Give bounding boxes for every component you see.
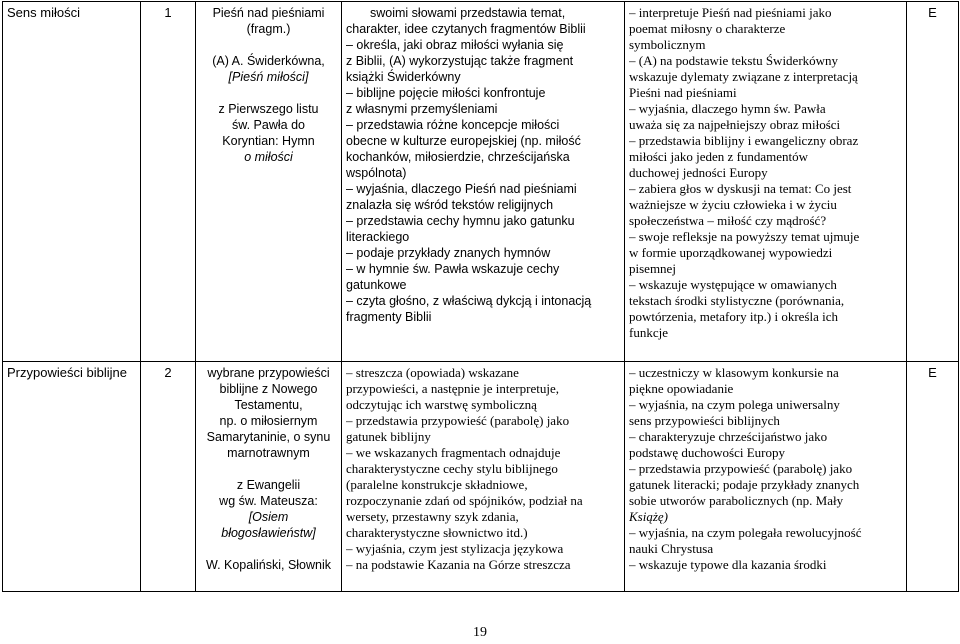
req-line: – we wskazanych fragmentach odnajduje: [346, 445, 561, 460]
spacer: [200, 85, 337, 101]
req-line: sobie utworów parabolicznych (np. Mały: [629, 493, 844, 508]
req-line: – wyjaśnia, czym jest stylizacja językowa: [346, 541, 564, 556]
req-line: z Biblii, (A) wykorzystując także fragment: [346, 54, 574, 68]
table-row: [3, 2, 959, 362]
req-line: swoimi słowami przedstawia temat,: [370, 6, 566, 20]
req-line: – na podstawie Kazania na Górze streszcza: [346, 557, 571, 572]
req-line: obecne w kulturze europejskiej (np. miłość: [346, 134, 581, 148]
text-line: wg św. Mateusza:: [219, 494, 318, 508]
spacer: [200, 541, 337, 557]
req-line: ważniejsze w życiu człowieka i w życiu: [629, 197, 837, 212]
req-line: Książę): [629, 509, 668, 524]
req-line: fragmenty Biblii: [346, 310, 432, 324]
req-line: – streszcza (opowiada) wskazane: [346, 365, 519, 380]
req-line: – czyta głośno, z właściwą dykcją i intonacją: [346, 294, 592, 308]
text-line: Samarytaninie, o synu: [206, 430, 331, 444]
text-line: błogosławieństw]: [221, 526, 316, 540]
req-line: charakter, idee czytanych fragmentów Biblii: [346, 22, 586, 36]
req-line: – zabiera głos w dyskusji na temat: Co jest: [629, 181, 852, 196]
text-line: z Pierwszego listu: [218, 102, 319, 116]
texts-cell: [196, 362, 342, 592]
req-line: sens przypowieści biblijnych: [629, 413, 780, 428]
code-cell: [907, 362, 959, 592]
req-line: poemat miłosny o charakterze: [629, 21, 786, 36]
hours-value: 1: [164, 5, 172, 20]
topic-cell: [3, 362, 141, 592]
req-line: miłości jako jeden z fundamentów: [629, 149, 809, 164]
text-line: (fragm.): [246, 22, 291, 36]
req-line: gatunek biblijny: [346, 429, 431, 444]
code-value: E: [928, 5, 937, 20]
spacer: [200, 461, 337, 477]
req-line: – biblijne pojęcie miłości konfrontuje: [346, 86, 546, 100]
text-line: [Osiem: [248, 510, 289, 524]
hours-cell: [141, 362, 196, 592]
hours-cell: [141, 2, 196, 362]
req-line: gatunkowe: [346, 278, 407, 292]
req-line: – wskazuje typowe dla kazania środki: [629, 557, 827, 572]
req-line: książki Świderkówny: [346, 70, 461, 84]
code-cell: [907, 2, 959, 362]
req-line: funkcje: [629, 325, 668, 340]
req-line: podstawę duchowości Europy: [629, 445, 785, 460]
req-line: piękne opowiadanie: [629, 381, 734, 396]
text-line: W. Kopaliński, Słownik: [205, 558, 332, 572]
req-line: – podaje przykłady znanych hymnów: [346, 246, 551, 260]
req-line: charakterystyczne słownictwo itd.): [346, 525, 528, 540]
req-line: wskazuje dylematy związane z interpretacją: [629, 69, 858, 84]
req-line: z własnymi przemyśleniami: [346, 102, 498, 116]
req-line: powtórzenia, metafory itp.) i określa ich: [629, 309, 839, 324]
req-line: – przedstawia przypowieść (parabolę) jako: [346, 413, 570, 428]
req-line: odczytując ich warstwę symboliczną: [346, 397, 537, 412]
req-line: charakterystyczne cechy stylu biblijnego: [346, 461, 558, 476]
extended-requirements-cell: [625, 2, 907, 362]
req-line: gatunek literacki; podaje przykłady znanych: [629, 477, 860, 492]
spacer: [200, 37, 337, 53]
text-line: wybrane przypowieści: [207, 366, 330, 380]
text-line: św. Pawła do: [232, 118, 305, 132]
req-line: – interpretuje Pieśń nad pieśniami jako: [629, 5, 832, 20]
req-line: w formie uporządkowanej wypowiedzi: [629, 245, 833, 260]
req-line: – wyjaśnia, dlaczego Pieśń nad pieśniami: [346, 182, 577, 196]
table-row: [3, 362, 959, 592]
topic-cell: [3, 2, 141, 362]
req-line: – określa, jaki obraz miłości wyłania się: [346, 38, 564, 52]
req-line: wspólnota): [346, 166, 407, 180]
text-line: marnotrawnym: [227, 446, 310, 460]
topic-label: Sens miłości: [7, 5, 80, 20]
text-line: biblijne z Nowego: [219, 382, 318, 396]
text-line: o miłości: [244, 150, 293, 164]
text-line: [Pieśń miłości]: [228, 70, 309, 84]
req-line: pisemnej: [629, 261, 676, 276]
text-line: Pieśń nad pieśniami: [212, 6, 325, 20]
req-line: tekstach środki stylistyczne (porównania,: [629, 293, 845, 308]
req-line: – w hymnie św. Pawła wskazuje cechy: [346, 262, 560, 276]
req-line: – przedstawia biblijny i ewangeliczny obraz: [629, 133, 859, 148]
req-line: Pieśni nad pieśniami: [629, 85, 737, 100]
req-line: – wyjaśnia, dlaczego hymn św. Pawła: [629, 101, 826, 116]
req-line: wersety, przestawny szyk zdania,: [346, 509, 519, 524]
req-line: – uczestniczy w klasowym konkursie na: [629, 365, 839, 380]
text-line: Testamentu,: [234, 398, 303, 412]
req-line: przypowieści, a następnie je interpretuje,: [346, 381, 559, 396]
req-line: znalazła się wśród tekstów religijnych: [346, 198, 554, 212]
req-line: – wskazuje występujące w omawianych: [629, 277, 837, 292]
req-line: literackiego: [346, 230, 410, 244]
req-line: – przedstawia różne koncepcje miłości: [346, 118, 560, 132]
text-line: Koryntian: Hymn: [222, 134, 315, 148]
req-line: (paralelne konstrukcje składniowe,: [346, 477, 528, 492]
req-line: rozpoczynanie zdań od spójników, podział na: [346, 493, 583, 508]
page-number: 19: [473, 625, 487, 640]
curriculum-table: [2, 1, 959, 592]
req-line: nauki Chrystusa: [629, 541, 714, 556]
req-line: symbolicznym: [629, 37, 706, 52]
req-line: społeczeństwa – miłość czy mądrość?: [629, 213, 827, 228]
topic-label: Przypowieści biblijne: [7, 365, 127, 380]
hours-value: 2: [164, 365, 172, 380]
basic-requirements-cell: [342, 2, 625, 362]
text-line: np. o miłosiernym: [219, 414, 318, 428]
req-line: uważa się za najpełniejszy obraz miłości: [629, 117, 841, 132]
req-line: – wyjaśnia, na czym polega uniwersalny: [629, 397, 840, 412]
text-line: (A) A. Świderkówna,: [212, 54, 325, 68]
req-line: kochanków, miłosierdzie, chrześcijańska: [346, 150, 570, 164]
req-line: – swoje refleksje na powyższy temat ujmuje: [629, 229, 860, 244]
text-line: z Ewangelii: [236, 478, 301, 492]
texts-cell: [196, 2, 342, 362]
extended-requirements-cell: [625, 362, 907, 592]
basic-requirements-cell: [342, 362, 625, 592]
req-line: – charakteryzuje chrześcijaństwo jako: [629, 429, 828, 444]
req-line: – przedstawia przypowieść (parabolę) jako: [629, 461, 853, 476]
req-line: duchowej jedności Europy: [629, 165, 768, 180]
req-line: – przedstawia cechy hymnu jako gatunku: [346, 214, 575, 228]
req-line: – (A) na podstawie tekstu Świderkówny: [629, 53, 839, 68]
req-line: – wyjaśnia, na czym polegała rewolucyjność: [629, 525, 862, 540]
code-value: E: [928, 365, 937, 380]
